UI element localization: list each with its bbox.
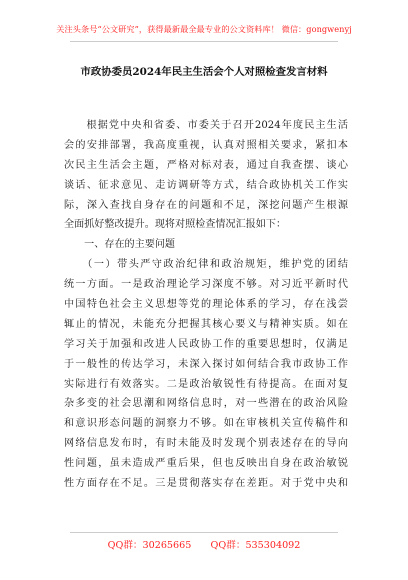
body-line: 全面抓好整改提升。现将对照检查情况汇报如下： <box>64 219 287 231</box>
footer-contact: QQ群：30265665 QQ群：535304092 <box>107 540 301 551</box>
body-line: 谈话、征求意见、走访调研等方式，结合政协机关工作实 <box>64 179 348 191</box>
body-line: 学习关于加强和改进人民政协工作的重要思想时，仅满足 <box>64 338 348 350</box>
body-line: 网络信息发布时，有时未能及时发现个别表述存在的导向 <box>64 438 348 450</box>
body-line: 杂多变的社会思潮和网络信息时，对一些潜在的政治风险 <box>64 398 348 410</box>
body-line: 辄止的情况，未能充分把握其核心要义与精神实质。如在 <box>64 318 348 330</box>
header-banner: 关注头条号“公文研究”，获得最新最全最专业的公文资料库！ 微信：gongwenyj <box>56 24 352 34</box>
header-divider <box>70 41 338 42</box>
section-heading: 一、存在的主要问题 <box>64 239 176 251</box>
document-title: 市政协委员2024年民主生活会个人对照检查发言材料 <box>80 66 328 78</box>
body-line: 次民主生活会主题，严格对标对表，通过自我查摆、谈心 <box>64 159 348 171</box>
body-line: 统一方面。一是政治理论学习深度不够。对习近平新时代 <box>64 279 348 291</box>
body-line: 根据党中央和省委、市委关于召开2024年度民主生活 <box>64 120 348 131</box>
body-line: 于一般性的传达学习，未深入探讨如何结合我市政协工作 <box>64 358 348 370</box>
body-line: 性问题，虽未造成严重后果，但也反映出自身在政治敏锐 <box>64 458 348 470</box>
body-line: 会的安排部署，我高度重视，认真对照相关要求，紧扣本 <box>64 139 348 151</box>
document-body <box>64 116 348 494</box>
body-line: 中国特色社会主义思想等党的理论体系的学习，存在浅尝 <box>64 299 348 311</box>
body-line: 实际进行有效落实。二是政治敏锐性有待提高。在面对复 <box>64 378 348 390</box>
body-line: （一）带头严守政治纪律和政治规矩，维护党的团结 <box>64 259 348 271</box>
body-line: 性方面存在不足。三是贯彻落实存在差距。对于党中央和 <box>64 478 348 490</box>
body-line: 际，深入查找自身存在的问题和不足，深挖问题产生根源 <box>64 199 348 211</box>
body-line: 和意识形态问题的洞察力不够。如在审核机关宣传稿件和 <box>64 418 348 430</box>
footer-divider <box>70 532 338 533</box>
